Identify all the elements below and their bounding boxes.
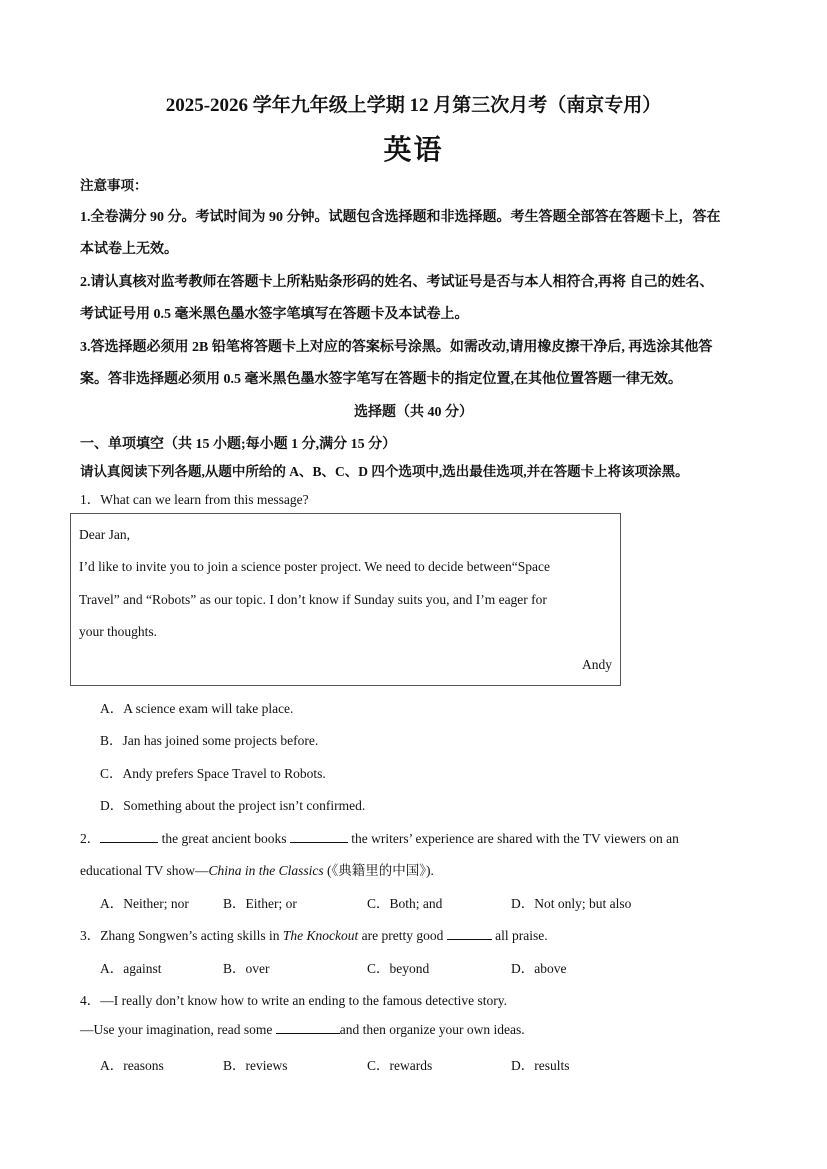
message-box [70,513,621,686]
answer-blank[interactable] [447,928,492,940]
q3-text: 3．Zhang Songwen’s acting skills in [80,928,283,943]
message-line: your thoughts. [79,624,158,639]
answer-blank[interactable] [100,831,158,843]
q3-option-c[interactable]: C．beyond [367,961,430,976]
q3-option-a[interactable]: A．against [100,961,162,976]
q4-option-d[interactable]: D．results [511,1058,570,1073]
section-heading: 选择题（共 40 分） [354,405,473,420]
q1-option-c[interactable]: C．Andy prefers Space Travel to Robots. [100,766,326,781]
message-line: I’d like to invite you to join a science poster project. We need to decide between“Space [79,559,550,574]
notice-heading: 注意事项： [80,178,148,193]
q3-text: are pretty good [358,928,447,943]
q2-text: (《典籍里的中国》). [323,863,434,878]
answer-blank[interactable] [290,831,348,843]
notice-line: 1.全卷满分 90 分。考试时间为 90 分钟。试题包含选择题和非选择题。考生答题全部答在答题卡上，答在 [80,210,721,225]
q4-stem: 4．—I really don’t know how to write an ending to the famous detective story. [80,993,508,1008]
q3-option-d[interactable]: D．above [511,961,567,976]
notice-line: 案。答非选择题必须用 0.5 毫米黑色墨水签字笔写在答题卡的指定位置,在其他位置答题一律无效。 [80,372,682,387]
q2-option-b[interactable]: B．Either; or [223,896,297,911]
notice-line: 3.答选择题必须用 2B 铅笔将答题卡上对应的答案标号涂黑。如需改动,请用橡皮擦干净后, 再选涂其他答 [80,340,713,355]
message-line: Travel” and “Robots” as our topic. I don’t know if Sunday suits you, and I’m eager for [79,592,547,607]
q1-option-d[interactable]: D．Something about the project isn’t confirmed. [100,798,366,813]
notice-line: 考试证号用 0.5 毫米黑色墨水签字笔填写在答题卡及本试卷上。 [80,307,469,322]
q2-text: educational TV show— [80,863,209,878]
show-title: China in the Classics [208,863,324,878]
q3-text: all praise. [491,928,548,943]
q4-option-c[interactable]: C．rewards [367,1058,433,1073]
q4-text: and then organize your own ideas. [339,1022,525,1037]
q2-stem-line2 [80,859,434,879]
q4-option-a[interactable]: A．reasons [100,1058,164,1073]
message-signature: Andy [582,657,612,672]
q2-prefix: 2． [80,831,101,846]
q2-option-a[interactable]: A．Neither; nor [100,896,189,911]
q4-option-b[interactable]: B．reviews [223,1058,288,1073]
q2-option-d[interactable]: D．Not only; but also [511,896,632,911]
q4-text: —Use your imagination, read some [80,1022,276,1037]
q2-text: the great ancient books [158,831,290,846]
exam-title: 2025-2026 学年九年级上学期 12 月第三次月考（南京专用） [165,95,662,116]
notice-line: 2.请认真核对监考教师在答题卡上所粘贴条形码的姓名、考试证号是否与本人相符合,再将 自己的姓名、 [80,275,714,290]
subject-title: 英语 [383,135,444,166]
answer-blank[interactable] [276,1022,340,1034]
q1-option-b[interactable]: B．Jan has joined some projects before. [100,733,319,748]
work-title: The Knockout [282,928,359,943]
q1-option-a[interactable]: A．A science exam will take place. [100,701,294,716]
q3-stem [80,924,548,944]
message-greeting: Dear Jan, [79,527,130,542]
q4-stem-line2 [80,1022,525,1038]
q2-text: the writers’ experience are shared with the TV viewers on an [347,831,679,846]
q3-option-b[interactable]: B．over [223,961,270,976]
part-title: 一、单项填空（共 15 小题;每小题 1 分,满分 15 分） [80,437,397,452]
part-instruction: 请认真阅读下列各题,从题中所给的 A、B、C、D 四个选项中,选出最佳选项,并在答题卡上将该项涂黑。 [80,464,689,479]
notice-line: 本试卷上无效。 [80,242,178,257]
q2-option-c[interactable]: C．Both; and [367,896,443,911]
q1-stem: 1．What can we learn from this message? [80,492,309,507]
q2-stem [80,827,679,847]
